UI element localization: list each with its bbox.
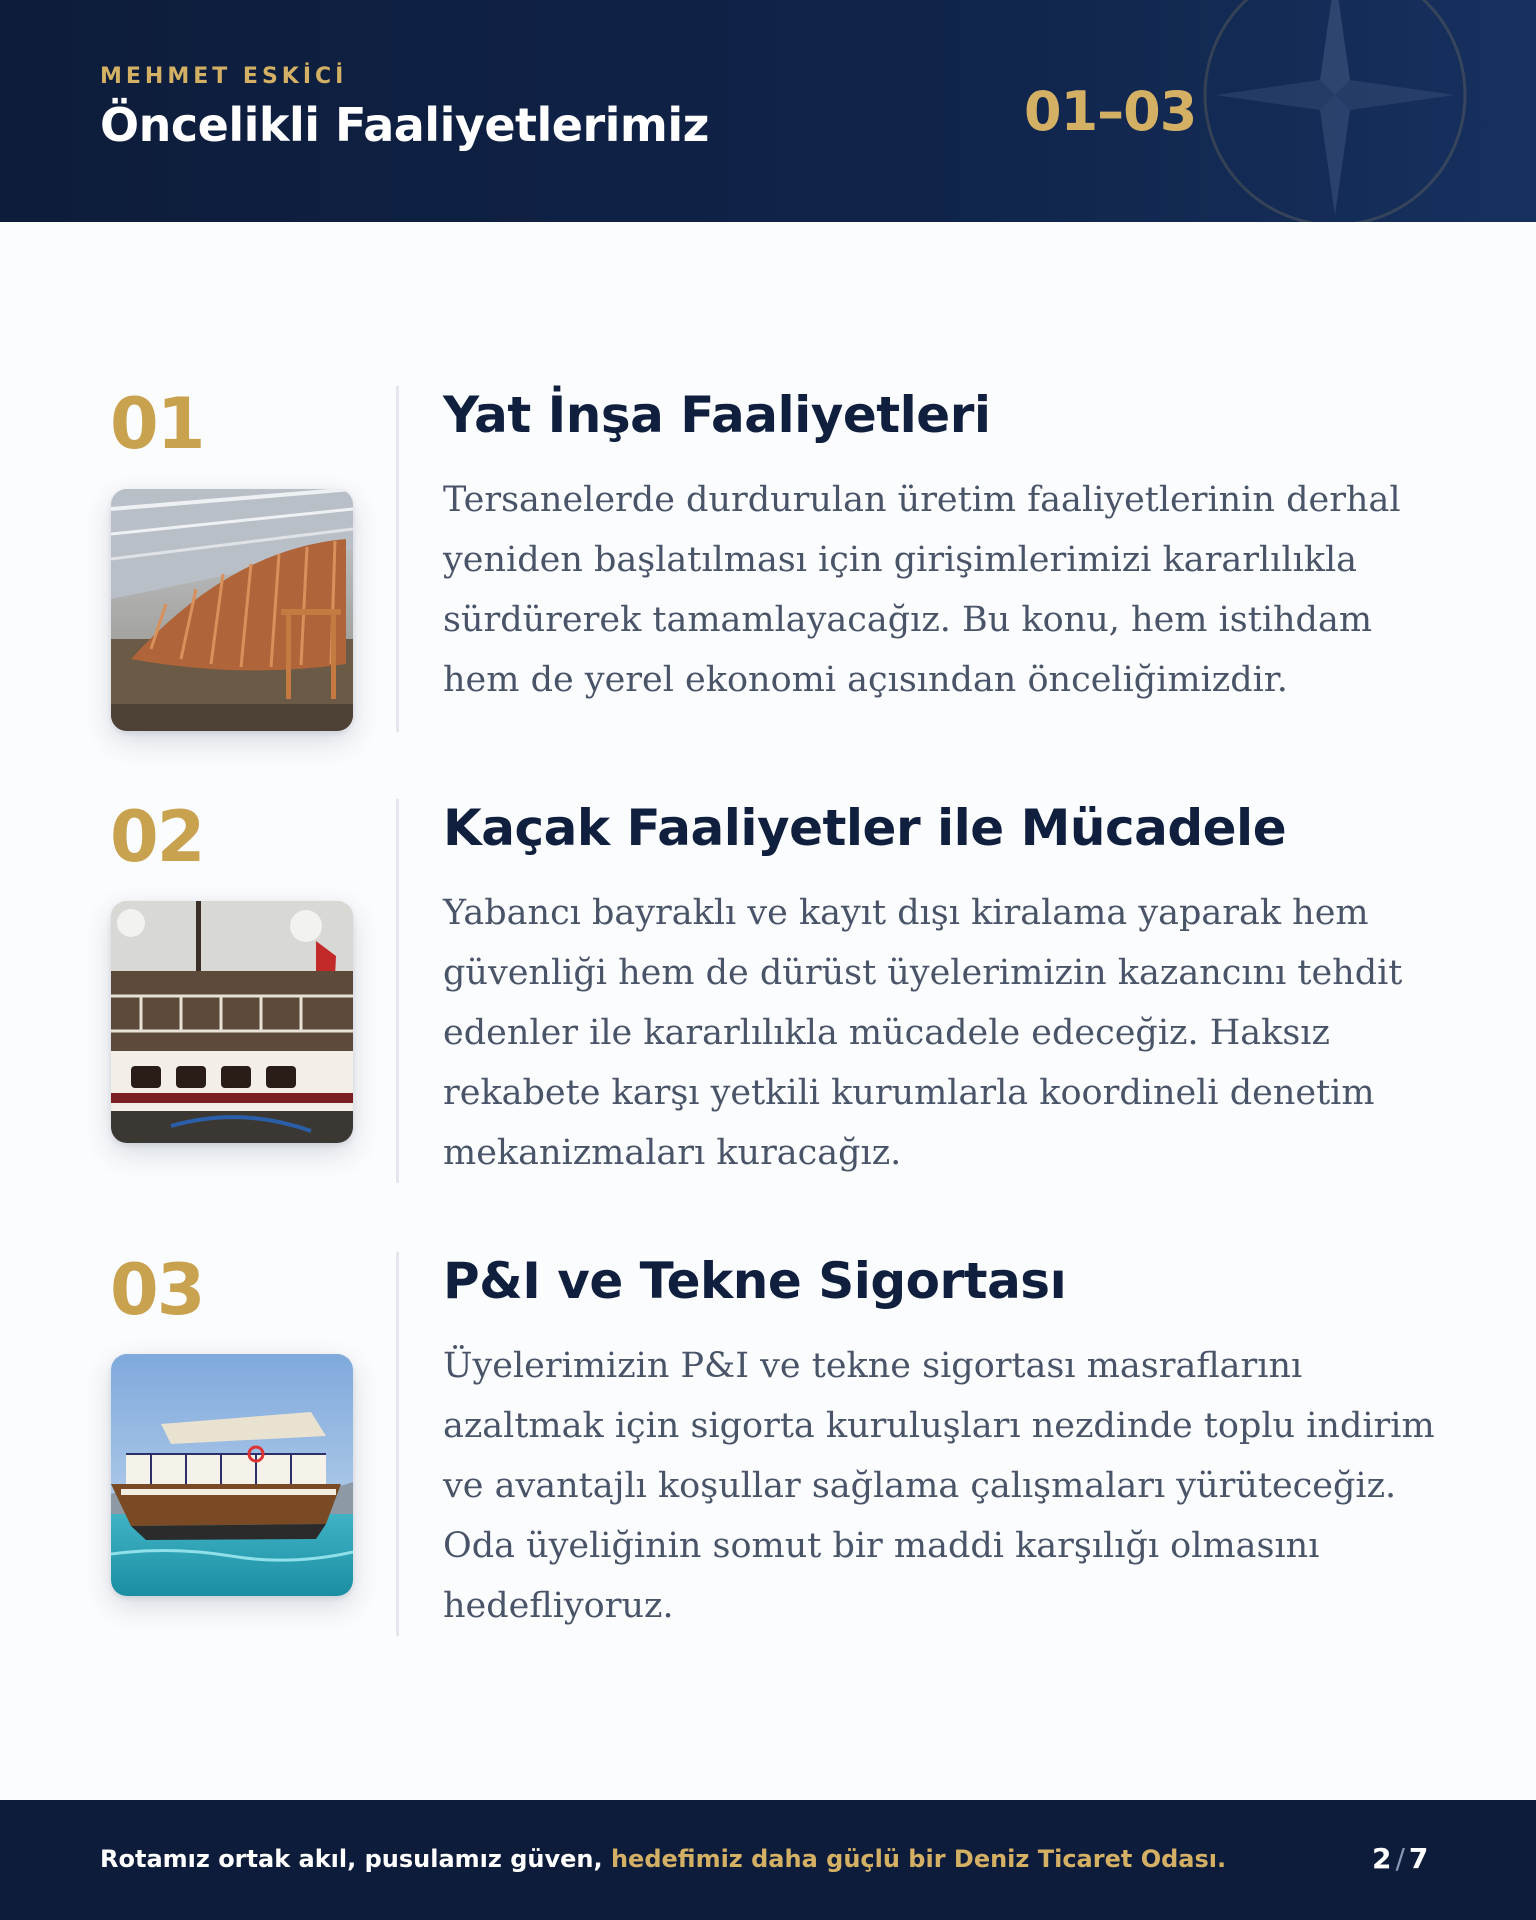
item-title: P&I ve Tekne Sigortası [443,1252,1067,1310]
page-footer [0,1800,1536,1920]
item-number: 01 [110,383,204,465]
slogan-text: Rotamız ortak akıl, pusulamız güven, [100,1845,603,1873]
compass-icon [1190,0,1480,222]
item-divider [396,386,399,732]
text-line: ve avantajlı koşullar sağlama çalışmaları yürüteceğiz. [443,1466,1397,1506]
text-line: edenler ile kararlılıkla mücadele edeceğiz. Haksız [443,1013,1330,1053]
item-title: Kaçak Faaliyetler ile Mücadele [443,799,1287,857]
text-line: Üyelerimizin P&I ve tekne sigortası masraflarını [443,1346,1303,1386]
item-number: 03 [110,1249,204,1331]
slogan-highlight: hedefimiz daha güçlü bir Deniz Ticaret Odası. [610,1845,1227,1873]
item-divider [396,1252,399,1636]
text-line: sürdürerek tamamlayacağız. Bu konu, hem istihdam [443,600,1373,640]
item-title: Yat İnşa Faaliyetleri [443,386,991,444]
text-line: Oda üyeliğinin somut bir maddi karşılığı olmasını [443,1526,1320,1566]
text-line: Yabancı bayraklı ve kayıt dışı kiralama yaparak hem [443,893,1369,933]
page-header [0,0,1536,222]
text-line: hem de yerel ekonomi açısından önceliğimizdir. [443,660,1288,700]
shipyard-image [111,489,353,731]
item-divider [396,799,399,1183]
text-line: yeniden başlatılması için girişimlerimizi kararlılıkla [443,540,1358,580]
page-indicator [1372,1842,1428,1875]
page-current: 2 [1372,1842,1392,1875]
brand-name: MEHMET ESKİCİ [100,64,348,89]
page-title: Öncelikli Faaliyetlerimiz [100,98,709,152]
item-description [443,883,1453,1183]
item-range: 01–03 [1024,80,1197,143]
footer-slogan [100,1845,1226,1873]
item-description [443,470,1453,710]
text-line: Tersanelerde durdurulan üretim faaliyetlerinin derhal [443,480,1401,520]
page-total: 7 [1408,1842,1429,1875]
text-line: mekanizmaları kuracağız. [443,1133,902,1173]
gulet-deck-image [111,901,353,1143]
item-description [443,1336,1453,1636]
text-line: rekabete karşı yetkili kurumlarla koordineli denetim [443,1073,1375,1113]
text-line: hedefliyoruz. [443,1586,674,1626]
text-line: azaltmak için sigorta kuruluşları nezdinde toplu indirim [443,1406,1435,1446]
page-separator: / [1395,1842,1405,1875]
text-line: güvenliği hem de dürüst üyelerimizin kazancını tehdit [443,953,1403,993]
item-number: 02 [110,796,204,878]
tour-boat-image [111,1354,353,1596]
